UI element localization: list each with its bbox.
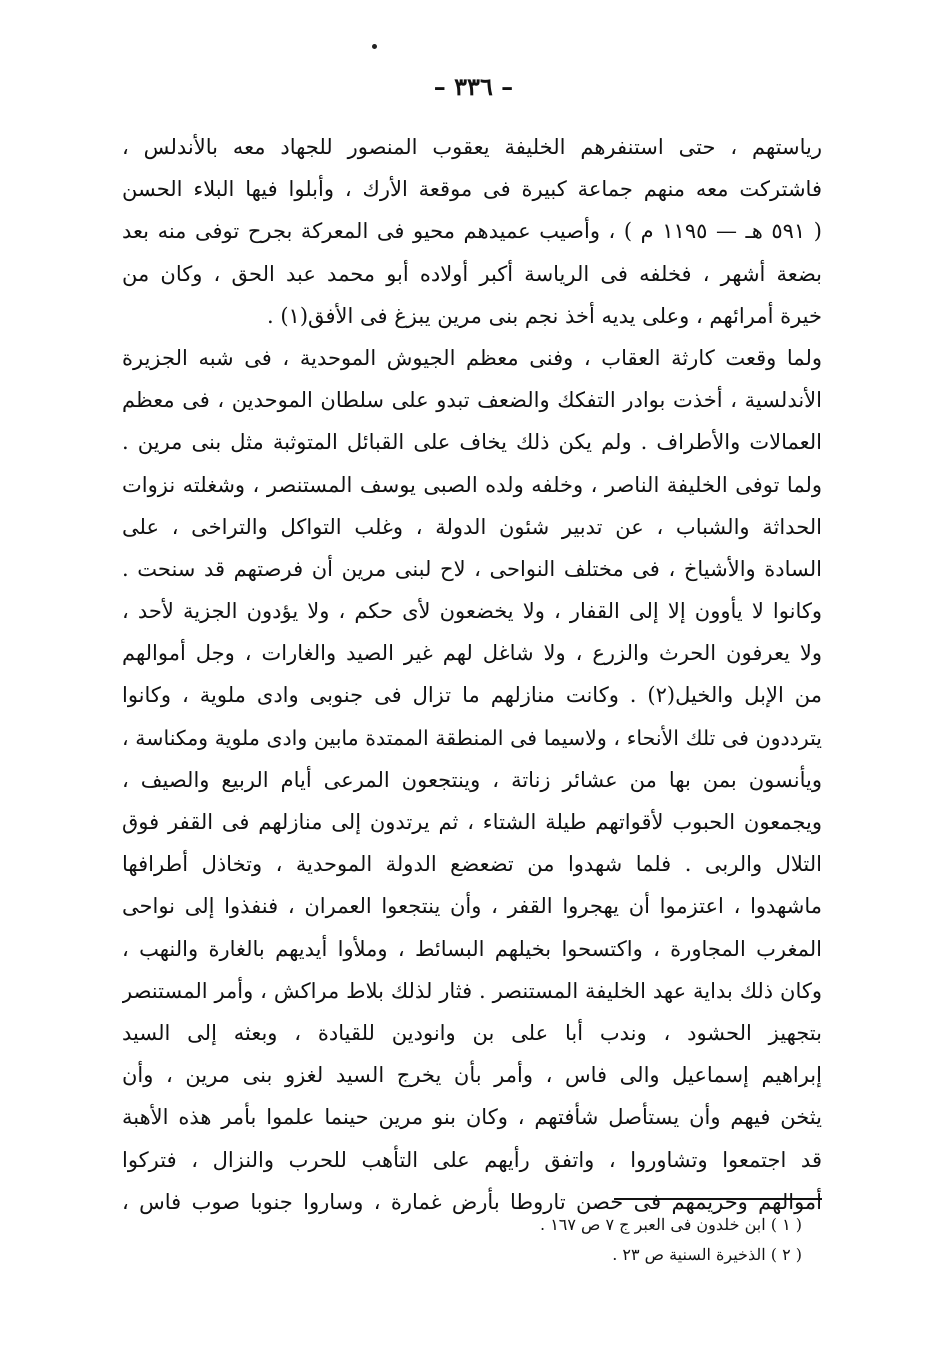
text-line: الحداثة والشباب ، عن تدبير شئون الدولة ، وغلب التواكل والتراخى ، على: [122, 514, 822, 539]
text-line: وكانوا لا يأوون إلا إلى القفار ، ولا يخضعون لأى حكم ، ولا يؤدون الجزية لأحد ،: [122, 599, 822, 624]
text-line: المغرب المجاورة ، واكتسحوا بخيلهم البسائط ، وملأوا أيديهم بالغارة والنهب ،: [122, 936, 822, 961]
ink-speck: [372, 44, 377, 49]
text-line: فاشتركت معه منهم جماعة كبيرة فى موقعة الأرك ، وأبلوا فيها البلاء الحسن: [122, 177, 822, 202]
text-line: العمالات والأطراف . ولم يكن ذلك يخاف على القبائل المتوثبة مثل بنى مرين .: [122, 430, 822, 455]
text-line: ولا يعرفون الحرث والزرع ، ولا شاغل لهم غير الصيد والغارات ، وجل أموالهم: [122, 641, 822, 666]
text-line: ( ٥٩١ هـ — ١١٩٥ م ) ، وأصيب عميدهم محيو فى المعركة بجرح توفى منه بعد: [122, 219, 822, 244]
main-text: [122, 126, 822, 1223]
page-number: – ٣٣٦ –: [433, 72, 514, 101]
text-line: خيرة أمرائهم ، وعلى يديه أخذ نجم بنى مرين يبزغ فى الأفق(١) .: [266, 303, 822, 328]
text-line: الأندلسية ، أخذت بوادر التفكك والضعف تبدو على سلطان الموحدين ، فى معظم: [122, 388, 822, 413]
text-line: ويجمعون الحبوب لأقواتهم طيلة الشتاء ، ثم يرتدون إلى منازلهم فى القفر فوق: [122, 810, 822, 834]
footnotes: [302, 1210, 802, 1270]
footnote: ( ٢ ) الذخيرة السنية ص ٢٣ .: [612, 1245, 802, 1264]
footnote-divider: [614, 1198, 822, 1200]
text-line: رياستهم ، حتى استنفرهم الخليفة يعقوب المنصور للجهاد معه بالأندلس ،: [122, 135, 822, 159]
text-line: ماشهدوا ، اعتزموا أن يهجروا القفر ، وأن ينتجعوا العمران ، فنفذوا إلى نواحى: [122, 894, 822, 919]
text-line: يثخن فيهم وأن يستأصل شأفتهم ، وكان بنو مرين حينما علموا بأمر هذه الأهبة: [122, 1105, 822, 1130]
text-line: التلال والربى . فلما شهدوا من تضعضع الدولة الموحدية ، وتخاذل أطرافها: [122, 852, 822, 877]
text-line: السادة والأشياخ ، فى مختلف النواحى ، لاح لبنى مرين أن فرصتهم قد سنحت .: [122, 556, 822, 581]
text-line: ويأنسون بمن بها من عشائر زناتة ، وينتجعون المرعى أيام الربيع والصيف ،: [122, 767, 822, 792]
footnote: ( ١ ) ابن خلدون فى العبر ج ٧ ص ١٦٧ .: [540, 1215, 802, 1234]
text-line: بضعة أشهر ، فخلفه فى الرياسة أكبر أولاده أبو محمد عبد الحق ، وكان من: [122, 261, 822, 286]
text-line: من الإبل والخيل(٢) . وكانت منازلهم ما تزال فى جنوبى وادى ملوية ، وكانوا: [122, 683, 822, 708]
text-line: وكان ذلك بداية عهد الخليفة المستنصر . فثار لذلك بلاط مراكش ، وأمر المستنصر: [122, 978, 822, 1003]
text-line: ولما توفى الخليفة الناصر ، وخلفه ولده الصبى يوسف المستنصر ، وشغلته نزوات: [122, 472, 822, 497]
text-line: يترددون فى تلك الأنحاء ، ولاسيما فى المنطقة الممتدة مابين وادى ملوية ومكناسة ،: [122, 725, 822, 750]
text-line: ولما وقعت كارثة العقاب ، وفنى معظم الجيوش الموحدية ، فى شبه الجزيرة: [122, 345, 822, 370]
text-line: أموالهم وحريمهم فى حصن تاروطا بأرض غمارة ، وساروا جنوبا صوب فاس ،: [122, 1189, 822, 1214]
text-line: إبراهيم إسماعيل والى فاس ، وأمر بأن يخرج السيد لغزو بنى مرين ، وأن: [122, 1063, 822, 1088]
text-line: قد اجتمعوا وتشاوروا ، واتفق رأيهم على التأهب للحرب والنزال ، فتركوا: [122, 1147, 822, 1172]
text-line: بتجهيز الحشود ، وندب أبا على بن وانودين للقيادة ، وبعثه إلى السيد: [122, 1020, 822, 1045]
